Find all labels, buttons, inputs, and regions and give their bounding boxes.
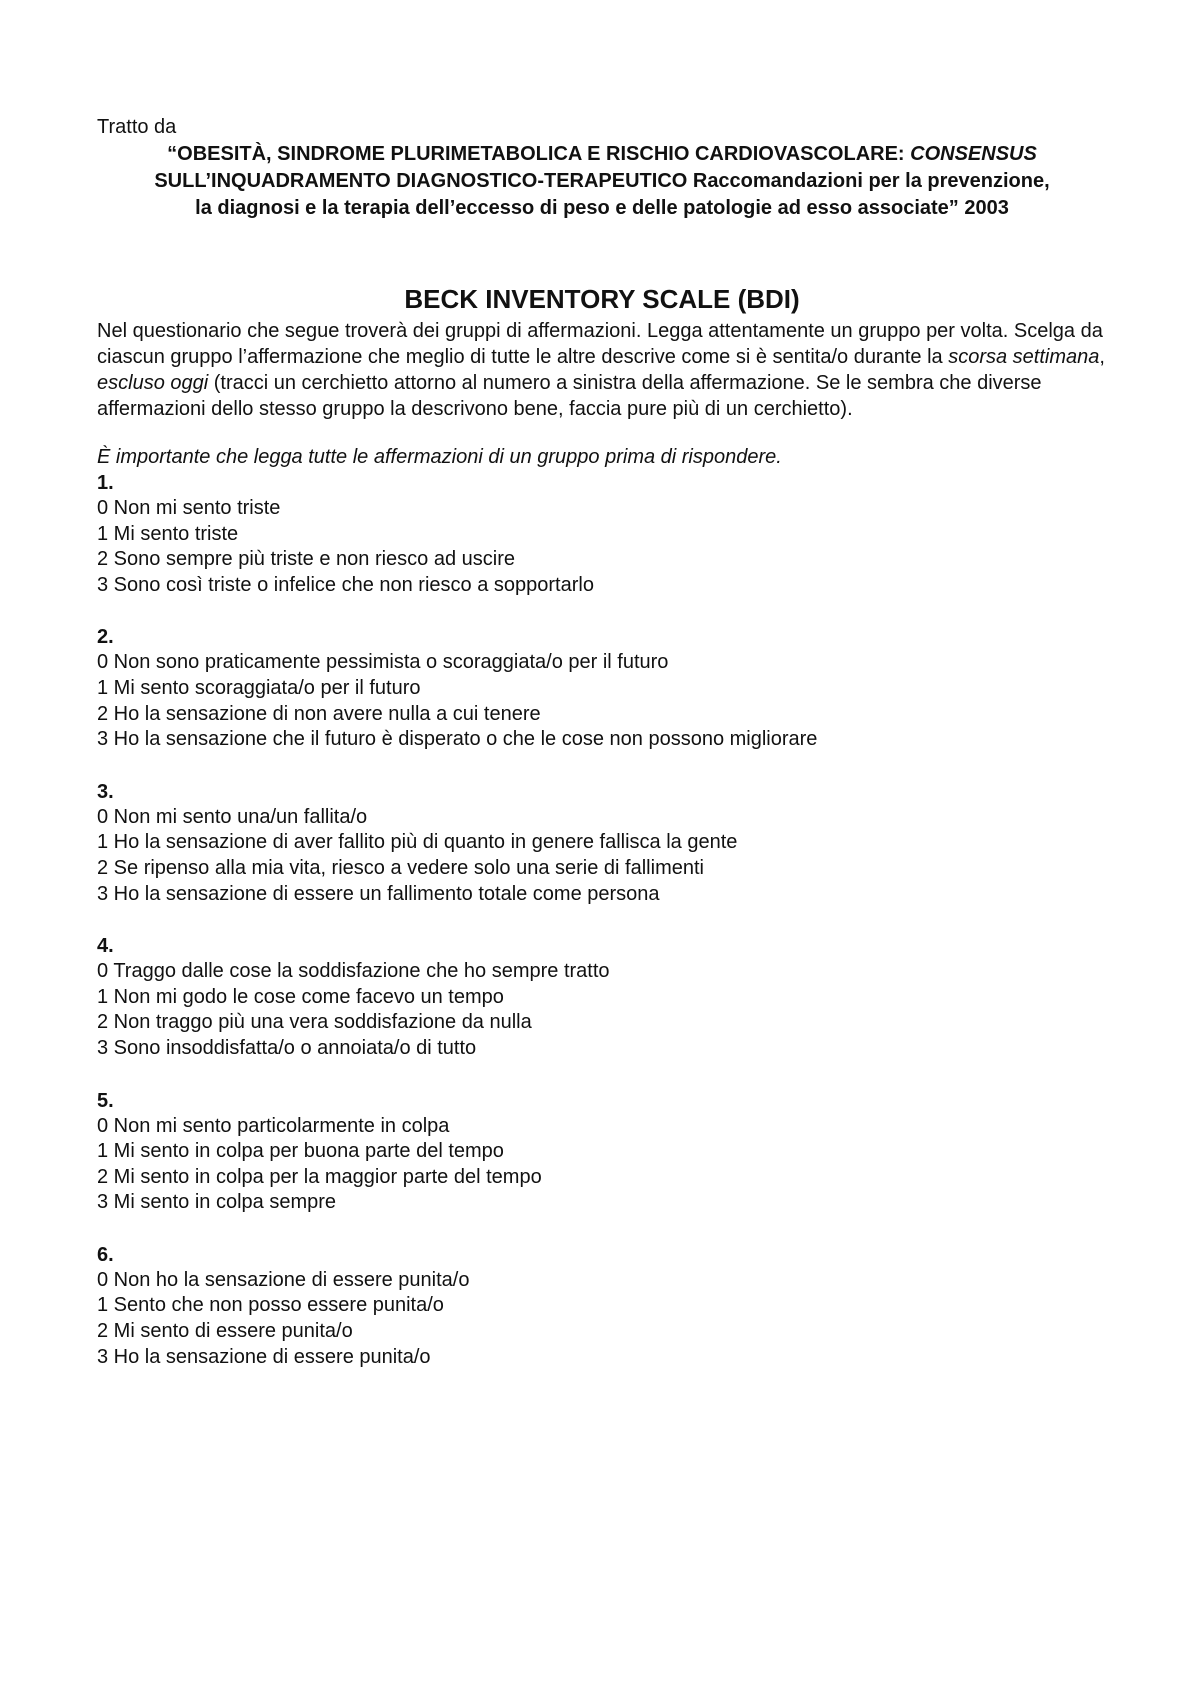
question-group (97, 1242, 1107, 1370)
question-number: 1. (97, 472, 114, 494)
answer-option: 0 Non ho la sensazione di essere punita/o (97, 1268, 470, 1291)
answer-option: 1 Mi sento triste (97, 522, 239, 545)
answer-option: 1 Ho la sensazione di aver fallito più di quanto in genere fallisca la gente (97, 831, 738, 854)
question-group (97, 933, 1107, 1061)
answer-option: 0 Traggo dalle cose la soddisfazione che ho sempre tratto (97, 960, 610, 983)
answer-option: 0 Non mi sento particolarmente in colpa (97, 1114, 450, 1137)
important-note: È importante che legga tutte le affermazioni di un gruppo prima di rispondere. (97, 446, 782, 468)
answer-option: 1 Non mi godo le cose come facevo un tempo (97, 985, 504, 1008)
answer-option: 3 Sono insoddisfatta/o o annoiata/o di tutto (97, 1036, 477, 1059)
scale-title: BECK INVENTORY SCALE (BDI) (404, 284, 800, 314)
document-page (97, 114, 1107, 1370)
instructions-escluso-oggi: escluso oggi (97, 372, 209, 394)
question-group (97, 779, 1107, 907)
instructions-scorsa-settimana: scorsa settimana (948, 346, 1100, 368)
question-group (97, 624, 1107, 752)
answer-option: 0 Non mi sento triste (97, 497, 281, 519)
answer-option: 2 Se ripenso alla mia vita, riesco a vedere solo una serie di fallimenti (97, 856, 704, 879)
source-citation (97, 141, 1107, 222)
answer-option: 0 Non mi sento una/un fallita/o (97, 805, 368, 828)
source-title-line-3: la diagnosi e la terapia dell’eccesso di peso e delle patologie ad esso associate” 2003 (195, 197, 1009, 219)
answer-option: 2 Ho la sensazione di non avere nulla a cui tenere (97, 702, 541, 725)
question-number: 6. (97, 1243, 114, 1266)
answer-option: 3 Mi sento in colpa sempre (97, 1191, 337, 1214)
answer-option: 2 Non traggo più una vera soddisfazione da nulla (97, 1011, 532, 1034)
answer-option: 2 Mi sento di essere punita/o (97, 1320, 353, 1343)
source-intro: Tratto da (97, 116, 177, 138)
answer-option: 3 Sono così triste o infelice che non riesco a sopportarlo (97, 573, 594, 596)
question-number: 3. (97, 780, 114, 803)
source-title-line-1 (97, 141, 1107, 168)
source-title-line-2: SULL’INQUADRAMENTO DIAGNOSTICO-TERAPEUTICO Raccomandazioni per la prevenzione, (154, 170, 1050, 192)
answer-option: 1 Mi sento in colpa per buona parte del tempo (97, 1140, 504, 1163)
question-groups (97, 470, 1107, 1370)
answer-option: 0 Non sono praticamente pessimista o scoraggiata/o per il futuro (97, 651, 669, 674)
question-group (97, 1088, 1107, 1216)
source-title-consensus: CONSENSUS (910, 143, 1037, 165)
answer-option: 3 Ho la sensazione di essere punita/o (97, 1345, 431, 1368)
question-number: 2. (97, 626, 114, 649)
answer-option: 1 Mi sento scoraggiata/o per il futuro (97, 676, 421, 699)
instructions-text-a: Nel questionario che segue troverà dei gruppi di affermazioni. Legga attentamente un gruppo per volta. Scelga da ciascun gruppo l’affermazione che meglio di tutte le altre descrive come si è sentita/o durante la (97, 320, 1103, 368)
answer-option: 2 Sono sempre più triste e non riesco ad uscire (97, 548, 515, 571)
answer-option: 3 Ho la sensazione che il futuro è disperato o che le cose non possono migliorare (97, 728, 818, 751)
answer-option: 1 Sento che non posso essere punita/o (97, 1294, 444, 1317)
source-title-line-1-text: “OBESITÀ, SINDROME PLURIMETABOLICA E RISCHIO CARDIOVASCOLARE: (167, 143, 911, 165)
question-number: 4. (97, 935, 114, 958)
answer-option: 2 Mi sento in colpa per la maggior parte del tempo (97, 1165, 542, 1188)
question-number: 5. (97, 1089, 114, 1112)
question-group (97, 470, 1107, 598)
instructions-text-c: , (1099, 346, 1105, 368)
instructions-text-e: (tracci un cerchietto attorno al numero a sinistra della affermazione. Se le sembra che diverse affermazioni dello stesso gruppo la descrivono bene, faccia pure più di un cerchietto). (97, 372, 1042, 420)
instructions (97, 318, 1107, 422)
answer-option: 3 Ho la sensazione di essere un fallimento totale come persona (97, 882, 660, 905)
